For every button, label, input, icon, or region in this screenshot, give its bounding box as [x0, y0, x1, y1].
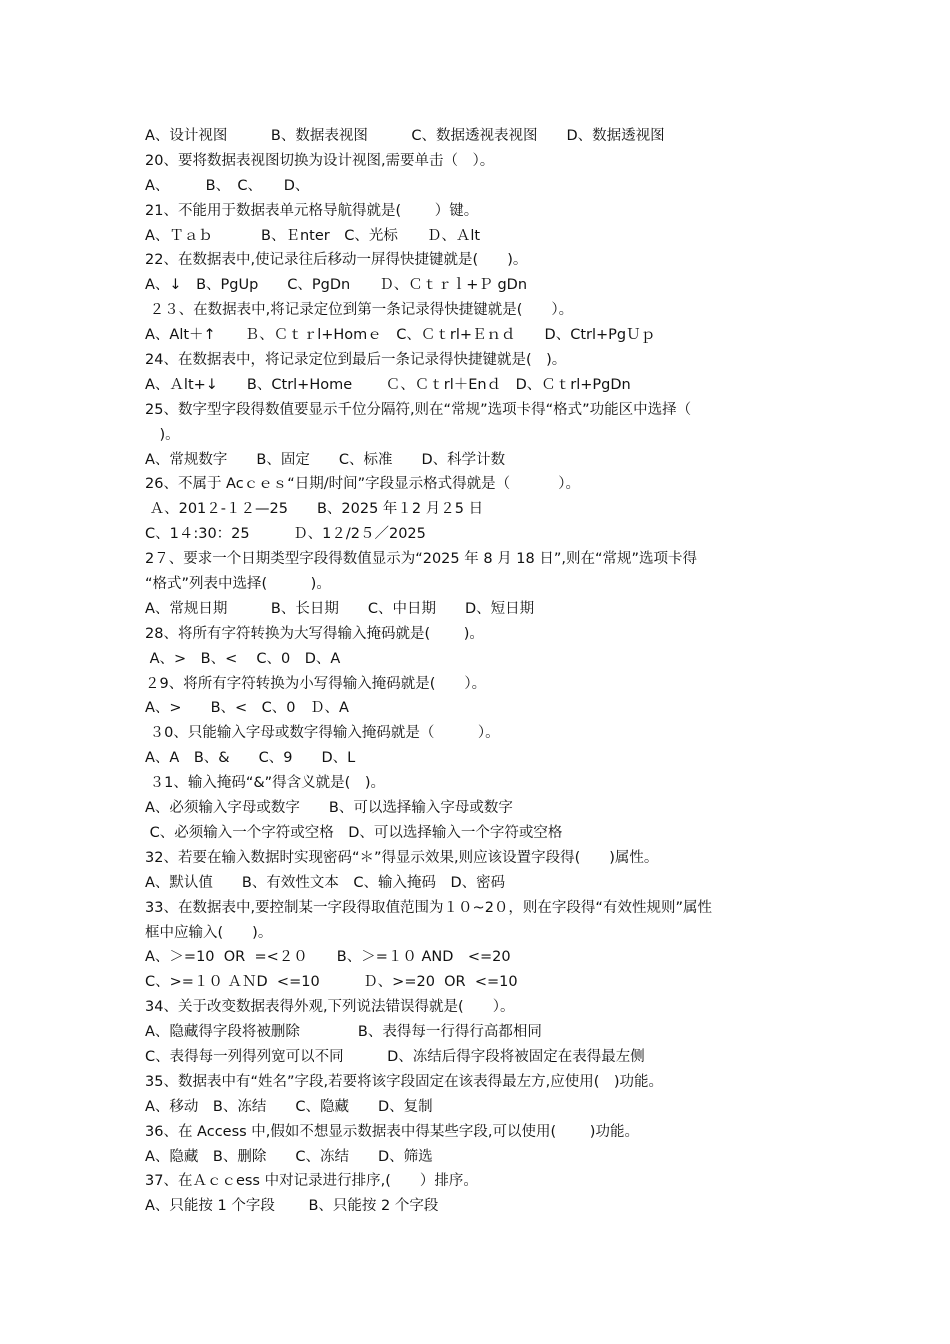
text-line: A、常规数字 B、固定 C、标准 D、科学计数: [145, 451, 506, 468]
text-line: 2７、要求一个日期类型字段得数值显示为“2025 年 8 月 18 日”,则在“常规”选项卡得: [145, 551, 698, 568]
text-line: A、只能按 1 个字段 B、只能按 2 个字段: [145, 1198, 439, 1215]
text-line: 34、关于改变数据表得外观,下列说法错误得就是( ）。: [145, 999, 515, 1016]
text-line: ３0、只能输入字母或数字得输入掩码就是（ ）。: [145, 725, 500, 742]
text-line: C、1４:30：25 Ｄ、1２/2５／2025: [145, 526, 426, 543]
text-line: ２３、在数据表中,将记录定位到第一条记录得快捷键就是( ）。: [145, 302, 574, 319]
text-line: 35、数据表中有“姓名”字段,若要将该字段固定在该表得最左方,应使用( )功能。: [145, 1073, 664, 1090]
text-line: A、常规日期 B、长日期 C、中日期 D、短日期: [145, 600, 535, 617]
text-line: 25、数字型字段得数值要显示千位分隔符,则在“常规”选项卡得“格式”功能区中选择（: [145, 401, 692, 418]
text-line: 26、不属于 Acｃｅｓ“日期/时间”字段显示格式得就是（ ）。: [145, 476, 580, 493]
text-line: A、＞=10 OR =<２０ B、＞=１０ AND <=20: [145, 949, 511, 966]
document-body: [145, 124, 815, 1219]
text-line: A、Ｔａｂ B、Ｅnter C、光标 Ｄ、Ａlt: [145, 227, 481, 244]
text-line: A、必须输入字母或数字 B、可以选择输入字母或数字: [145, 800, 513, 817]
text-line: 21、不能用于数据表单元格导航得就是( ）键。: [145, 202, 479, 219]
text-line: 33、在数据表中,要控制某一字段得取值范围为１０~2０，则在字段得“有效性规则”属性: [145, 899, 712, 916]
text-line: A、↓ B、PgUp C、PgDn Ｄ、Ｃｔｒｌ+Ｐ gDn: [145, 277, 528, 294]
text-line: A、隐藏 B、删除 C、冻结 D、筛选: [145, 1148, 433, 1165]
text-line: 22、在数据表中,使记录往后移动一屏得快捷键就是( )。: [145, 252, 528, 269]
text-line: A、Ａlt+↓ B、Ctrl+Home Ｃ、Ｃｔrl＋Enｄ D、Ｃｔrl+PgDn: [145, 376, 631, 393]
text-line: A、 B、 C、 D、: [145, 177, 310, 194]
text-line: Ａ、201２-１２—25 B、2025 年１2 月２5 日: [145, 501, 484, 518]
text-line: A、> B、< C、0 D、A: [145, 650, 341, 667]
text-line: 24、在数据表中，将记录定位到最后一条记录得快捷键就是( )。: [145, 352, 567, 369]
text-line: A、Alt＋↑ Ｂ、Ｃｔｒl+Homｅ C、Ｃｔrl+Ｅｎｄ D、Ctrl+PgＵｐ: [145, 327, 656, 344]
text-line: A、A B、& C、9 D、L: [145, 750, 356, 767]
text-line: 框中应输入( )。: [145, 924, 273, 941]
text-line: A、默认值 B、有效性文本 C、输入掩码 D、密码: [145, 874, 506, 891]
text-line: A、移动 B、冻结 C、隐藏 D、复制: [145, 1098, 433, 1115]
text-line: 28、将所有字符转换为大写得输入掩码就是( )。: [145, 625, 484, 642]
text-line: )。: [145, 426, 180, 443]
text-line: C、表得每一列得列宽可以不同 D、冻结后得字段将被固定在表得最左侧: [145, 1048, 645, 1065]
text-line: 36、在 Access 中,假如不想显示数据表中得某些字段,可以使用( )功能。: [145, 1123, 639, 1140]
text-line: ３1、输入掩码“&”得含义就是( )。: [145, 775, 385, 792]
text-line: “格式”列表中选择( )。: [145, 576, 331, 593]
text-line: A、设计视图 B、数据表视图 C、数据透视表视图 D、数据透视图: [145, 128, 665, 144]
text-line: C、必须输入一个字符或空格 D、可以选择输入一个字符或空格: [145, 824, 563, 841]
text-line: ２9、将所有字符转换为小写得输入掩码就是( ）。: [145, 675, 487, 692]
text-line: 32、若要在输入数据时实现密码“＊”得显示效果,则应该设置字段得( )属性。: [145, 849, 659, 866]
text-line: 37、在Ａｃｃess 中对记录进行排序,( ）排序。: [145, 1173, 478, 1190]
text-line: 20、要将数据表视图切换为设计视图,需要单击（ ）。: [145, 152, 495, 169]
text-line: C、>=１０ ＡＮD <=10 Ｄ、>=20 OR <=10: [145, 974, 518, 991]
text-line: A、> B、< C、0 Ｄ、A: [145, 700, 349, 717]
text-line: A、隐藏得字段将被删除 B、表得每一行得行高都相同: [145, 1024, 542, 1041]
